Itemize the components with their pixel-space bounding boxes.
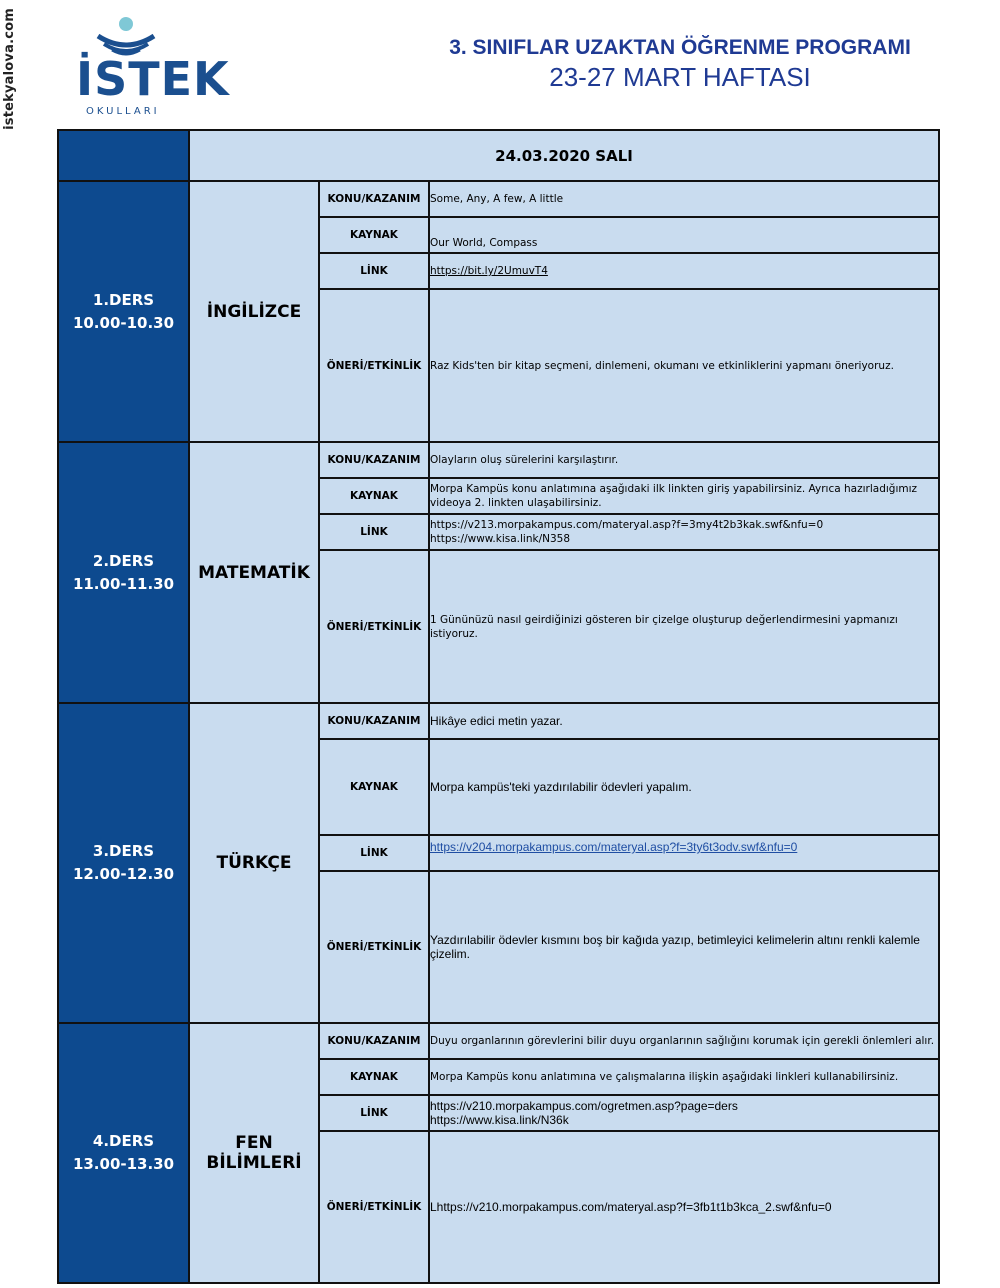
page-subtitle: 23-27 MART HAFTASI [549,62,811,92]
link-cell [429,1095,939,1131]
school-logo [76,14,230,117]
oneri-label: ÖNERİ/ETKİNLİK [319,289,429,442]
kaynak-value: Morpa Kampüs konu anlatımına aşağıdaki ilk linkten giriş yapabilirsiniz. Ayrıca hazırladığımız videoya 2. linkten ulaşabilirsiniz. [429,478,939,514]
kaynak-label: KAYNAK [319,478,429,514]
kaynak-value: Our World, Compass [429,217,939,253]
link-cell [429,835,939,871]
oneri-value[interactable]: Lhttps://v210.morpakampus.com/materyal.asp?f=3fb1t1b3kca_2.swf&nfu=0 [429,1131,939,1283]
konu-value: Duyu organlarının görevlerini bilir duyu organlarının sağlığını korumak için gerekli önlemleri alır. [429,1023,939,1059]
logo-subtitle: OKULLARI [86,106,160,117]
corner-cell [58,130,189,181]
period-time: 13.00-13.30 [72,1155,175,1173]
schedule-table [57,129,940,1284]
site-url [2,8,24,198]
site-url-text: istekyalova.com [2,8,17,130]
lesson-link[interactable]: https://www.kisa.link/N36k [430,1113,569,1127]
oneri-label: ÖNERİ/ETKİNLİK [319,550,429,703]
konu-value: Some, Any, A few, A little [429,181,939,217]
kaynak-value: Morpa Kampüs konu anlatımına ve çalışmalarına ilişkin aşağıdaki linkleri kullanabilirsiniz. [429,1059,939,1095]
kaynak-label: KAYNAK [319,217,429,253]
link-cell [429,253,939,289]
period-cell [58,442,189,703]
period-time: 12.00-12.30 [72,865,175,883]
logo-wordmark: İSTEK [76,52,230,106]
subject-name: TÜRKÇE [189,703,319,1023]
lesson-link[interactable]: https://bit.ly/2UmuvT4 [430,265,548,277]
link-label: LİNK [319,514,429,550]
oneri-label: ÖNERİ/ETKİNLİK [319,871,429,1023]
subject-name: FEN BİLİMLERİ [189,1023,319,1283]
oneri-value: 1 Gününüzü nasıl geirdiğinizi gösteren bir çizelge oluşturup değerlendirmesini yapmanızı istiyoruz. [429,550,939,703]
subject-name: MATEMATİK [189,442,319,703]
period-label: 4.DERS [92,1132,155,1150]
konu-value: Olayların oluş sürelerini karşılaştırır. [429,442,939,478]
period-cell [58,1023,189,1283]
period-cell [58,181,189,442]
date-header: 24.03.2020 SALI [189,130,939,181]
oneri-value: Raz Kids'ten bir kitap seçmeni, dinlemeni, okumanı ve etkinliklerini yapmanı öneriyoruz. [429,289,939,442]
konu-label: KONU/KAZANIM [319,181,429,217]
period-label: 1.DERS [92,290,155,309]
lesson-link[interactable]: https://v213.morpakampus.com/materyal.asp?f=3my4t2b3kak.swf&nfu=0 [430,519,824,531]
link-label: LİNK [319,835,429,871]
subject-name: İNGİLİZCE [189,181,319,442]
period-time: 10.00-10.30 [72,313,175,332]
kaynak-label: KAYNAK [319,1059,429,1095]
lesson-link[interactable]: https://v204.morpakampus.com/materyal.asp?f=3ty6t3odv.swf&nfu=0 [430,840,798,854]
page-title: 3. SINIFLAR UZAKTAN ÖĞRENME PROGRAMI [449,36,911,59]
period-label: 3.DERS [92,842,155,860]
konu-value: Hikâye edici metin yazar. [429,703,939,739]
oneri-value: Yazdırılabilir ödevler kısmını boş bir kağıda yazıp, betimleyici kelimelerin altını renkli kalemle çizelim. [429,871,939,1023]
link-label: LİNK [319,1095,429,1131]
kaynak-value: Morpa kampüs'teki yazdırılabilir ödevleri yapalım. [429,739,939,835]
lesson-link[interactable]: https://v210.morpakampus.com/ogretmen.asp?page=ders [430,1099,738,1113]
page-header [380,36,980,93]
period-label: 2.DERS [92,551,155,570]
link-cell [429,514,939,550]
period-cell [58,703,189,1023]
lesson-link[interactable]: https://www.kisa.link/N358 [430,533,571,545]
kaynak-label: KAYNAK [319,739,429,835]
link-label: LİNK [319,253,429,289]
konu-label: KONU/KAZANIM [319,442,429,478]
oneri-label: ÖNERİ/ETKİNLİK [319,1131,429,1283]
konu-label: KONU/KAZANIM [319,703,429,739]
konu-label: KONU/KAZANIM [319,1023,429,1059]
period-time: 11.00-11.30 [72,574,175,593]
